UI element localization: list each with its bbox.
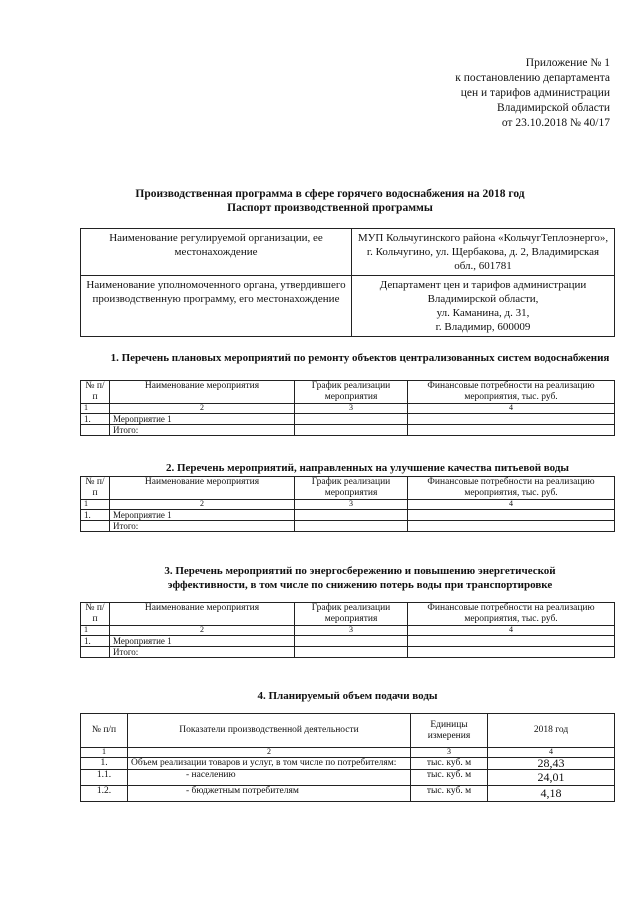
passport-label: Наименование регулируемой организации, ее местонахождение xyxy=(81,229,352,276)
header-cell: 2018 год xyxy=(488,714,615,748)
total-label: Итого: xyxy=(110,521,295,532)
section1-title: 1. Перечень плановых мероприятий по ремонту объектов централизованных систем водоснабжения xyxy=(110,352,610,364)
header-cell: Показатели производственной деятельности xyxy=(128,714,411,748)
passport-table xyxy=(80,228,615,337)
table-row xyxy=(81,276,615,337)
row-cell xyxy=(295,510,408,521)
row-cell xyxy=(81,647,110,658)
col-number: 4 xyxy=(488,748,615,758)
appendix-line: Владимирской области xyxy=(496,102,610,114)
row-name: Объем реализации товаров и услуг, в том числе по потребителям: xyxy=(128,758,411,770)
row-value: 28,43 xyxy=(488,758,615,770)
appendix-line: от 23.10.2018 № 40/17 xyxy=(501,117,610,129)
column-number-row xyxy=(81,748,615,758)
title-line: Производственная программа в сфере горячего водоснабжения на 2018 год xyxy=(135,188,525,200)
row-unit: тыс. куб. м xyxy=(411,758,488,770)
header-cell: № п/п xyxy=(81,477,110,500)
table-header-row xyxy=(81,381,615,404)
passport-label: Наименование уполномоченного органа, утвердившего производственную программу, его местонахождение xyxy=(81,276,352,337)
table-row xyxy=(81,229,615,276)
passport-value-line: Владимирской области, xyxy=(427,293,539,305)
row-name: Мероприятие 1 xyxy=(110,510,295,521)
row-number: 1.1. xyxy=(81,770,128,786)
row-cell xyxy=(81,521,110,532)
table-header-row xyxy=(81,714,615,748)
row-cell xyxy=(408,414,615,425)
table-row xyxy=(81,636,615,647)
row-value: 24,01 xyxy=(488,770,615,786)
row-name: - бюджетным потребителям xyxy=(128,786,411,802)
total-label: Итого: xyxy=(110,425,295,436)
appendix-line: цен и тарифов администрации xyxy=(460,87,610,99)
appendix-header xyxy=(455,56,610,131)
passport-value xyxy=(352,276,615,337)
col-number: 3 xyxy=(411,748,488,758)
section4-table xyxy=(80,713,615,802)
row-name: Мероприятие 1 xyxy=(110,636,295,647)
col-number: 1 xyxy=(81,404,110,414)
header-cell: № п/п xyxy=(81,714,128,748)
passport-value-line: Департамент цен и тарифов администрации xyxy=(379,279,587,291)
row-cell xyxy=(408,647,615,658)
passport-value: МУП Кольчугинского района «КольчугТеплоэнерго», г. Кольчугино, ул. Щербакова, д. 2, Владимирская обл., 601781 xyxy=(352,229,615,276)
col-number: 2 xyxy=(110,404,295,414)
row-cell xyxy=(408,636,615,647)
column-number-row xyxy=(81,500,615,510)
section2-title: 2. Перечень мероприятий, направленных на улучшение качества питьевой воды xyxy=(165,462,569,474)
table-header-row xyxy=(81,477,615,500)
row-number: 1.2. xyxy=(81,786,128,802)
col-number: 4 xyxy=(408,404,615,414)
table-total-row xyxy=(81,647,615,658)
header-cell: Единицы измерения xyxy=(411,714,488,748)
header-cell: Финансовые потребности на реализацию мероприятия, тыс. руб. xyxy=(408,381,615,404)
col-number: 2 xyxy=(110,626,295,636)
header-cell: Наименование мероприятия xyxy=(110,381,295,404)
column-number-row xyxy=(81,404,615,414)
passport-value-line: г. Владимир, 600009 xyxy=(435,321,531,333)
row-cell xyxy=(81,425,110,436)
header-cell: График реализации мероприятия xyxy=(295,603,408,626)
header-cell: График реализации мероприятия xyxy=(295,477,408,500)
col-number: 3 xyxy=(295,500,408,510)
table-row xyxy=(81,414,615,425)
section3-title-line: 3. Перечень мероприятий по энергосбережению и повышению энергетической xyxy=(164,565,556,577)
header-cell: Финансовые потребности на реализацию мероприятия, тыс. руб. xyxy=(408,603,615,626)
header-cell: № п/п xyxy=(81,603,110,626)
row-number: 1. xyxy=(81,414,110,425)
row-name: - населению xyxy=(128,770,411,786)
header-cell: № п/п xyxy=(81,381,110,404)
table-total-row xyxy=(81,521,615,532)
section3-title xyxy=(100,564,620,592)
row-cell xyxy=(408,425,615,436)
column-number-row xyxy=(81,626,615,636)
row-value: 4,18 xyxy=(488,786,615,802)
document-title xyxy=(40,187,620,215)
section3-title-line: эффективности, в том числе по снижению потерь воды при транспортировке xyxy=(167,579,553,591)
row-cell xyxy=(295,647,408,658)
section3-table xyxy=(80,602,615,658)
table-header-row xyxy=(81,603,615,626)
row-number: 1. xyxy=(81,510,110,521)
row-name: Мероприятие 1 xyxy=(110,414,295,425)
table-row xyxy=(81,786,615,802)
row-number: 1. xyxy=(81,758,128,770)
header-cell: График реализации мероприятия xyxy=(295,381,408,404)
col-number: 3 xyxy=(295,404,408,414)
table-row xyxy=(81,770,615,786)
appendix-line: Приложение № 1 xyxy=(525,57,610,69)
header-cell: Наименование мероприятия xyxy=(110,603,295,626)
table-row xyxy=(81,510,615,521)
row-cell xyxy=(408,521,615,532)
col-number: 2 xyxy=(110,500,295,510)
col-number: 4 xyxy=(408,626,615,636)
col-number: 4 xyxy=(408,500,615,510)
header-cell: Финансовые потребности на реализацию мероприятия, тыс. руб. xyxy=(408,477,615,500)
table-row xyxy=(81,758,615,770)
section1-table xyxy=(80,380,615,436)
row-cell xyxy=(295,414,408,425)
row-cell xyxy=(408,510,615,521)
col-number: 1 xyxy=(81,626,110,636)
row-unit: тыс. куб. м xyxy=(411,786,488,802)
row-cell xyxy=(295,521,408,532)
col-number: 1 xyxy=(81,500,110,510)
passport-value-line: ул. Каманина, д. 31, xyxy=(436,307,530,319)
col-number: 2 xyxy=(128,748,411,758)
table-total-row xyxy=(81,425,615,436)
appendix-line: к постановлению департамента xyxy=(455,72,610,84)
row-unit: тыс. куб. м xyxy=(411,770,488,786)
header-cell: Наименование мероприятия xyxy=(110,477,295,500)
col-number: 3 xyxy=(295,626,408,636)
total-label: Итого: xyxy=(110,647,295,658)
row-number: 1. xyxy=(81,636,110,647)
title-line: Паспорт производственной программы xyxy=(227,202,433,214)
row-cell xyxy=(295,425,408,436)
section4-title: 4. Планируемый объем подачи воды xyxy=(257,690,438,702)
row-cell xyxy=(295,636,408,647)
col-number: 1 xyxy=(81,748,128,758)
section2-table xyxy=(80,476,615,532)
